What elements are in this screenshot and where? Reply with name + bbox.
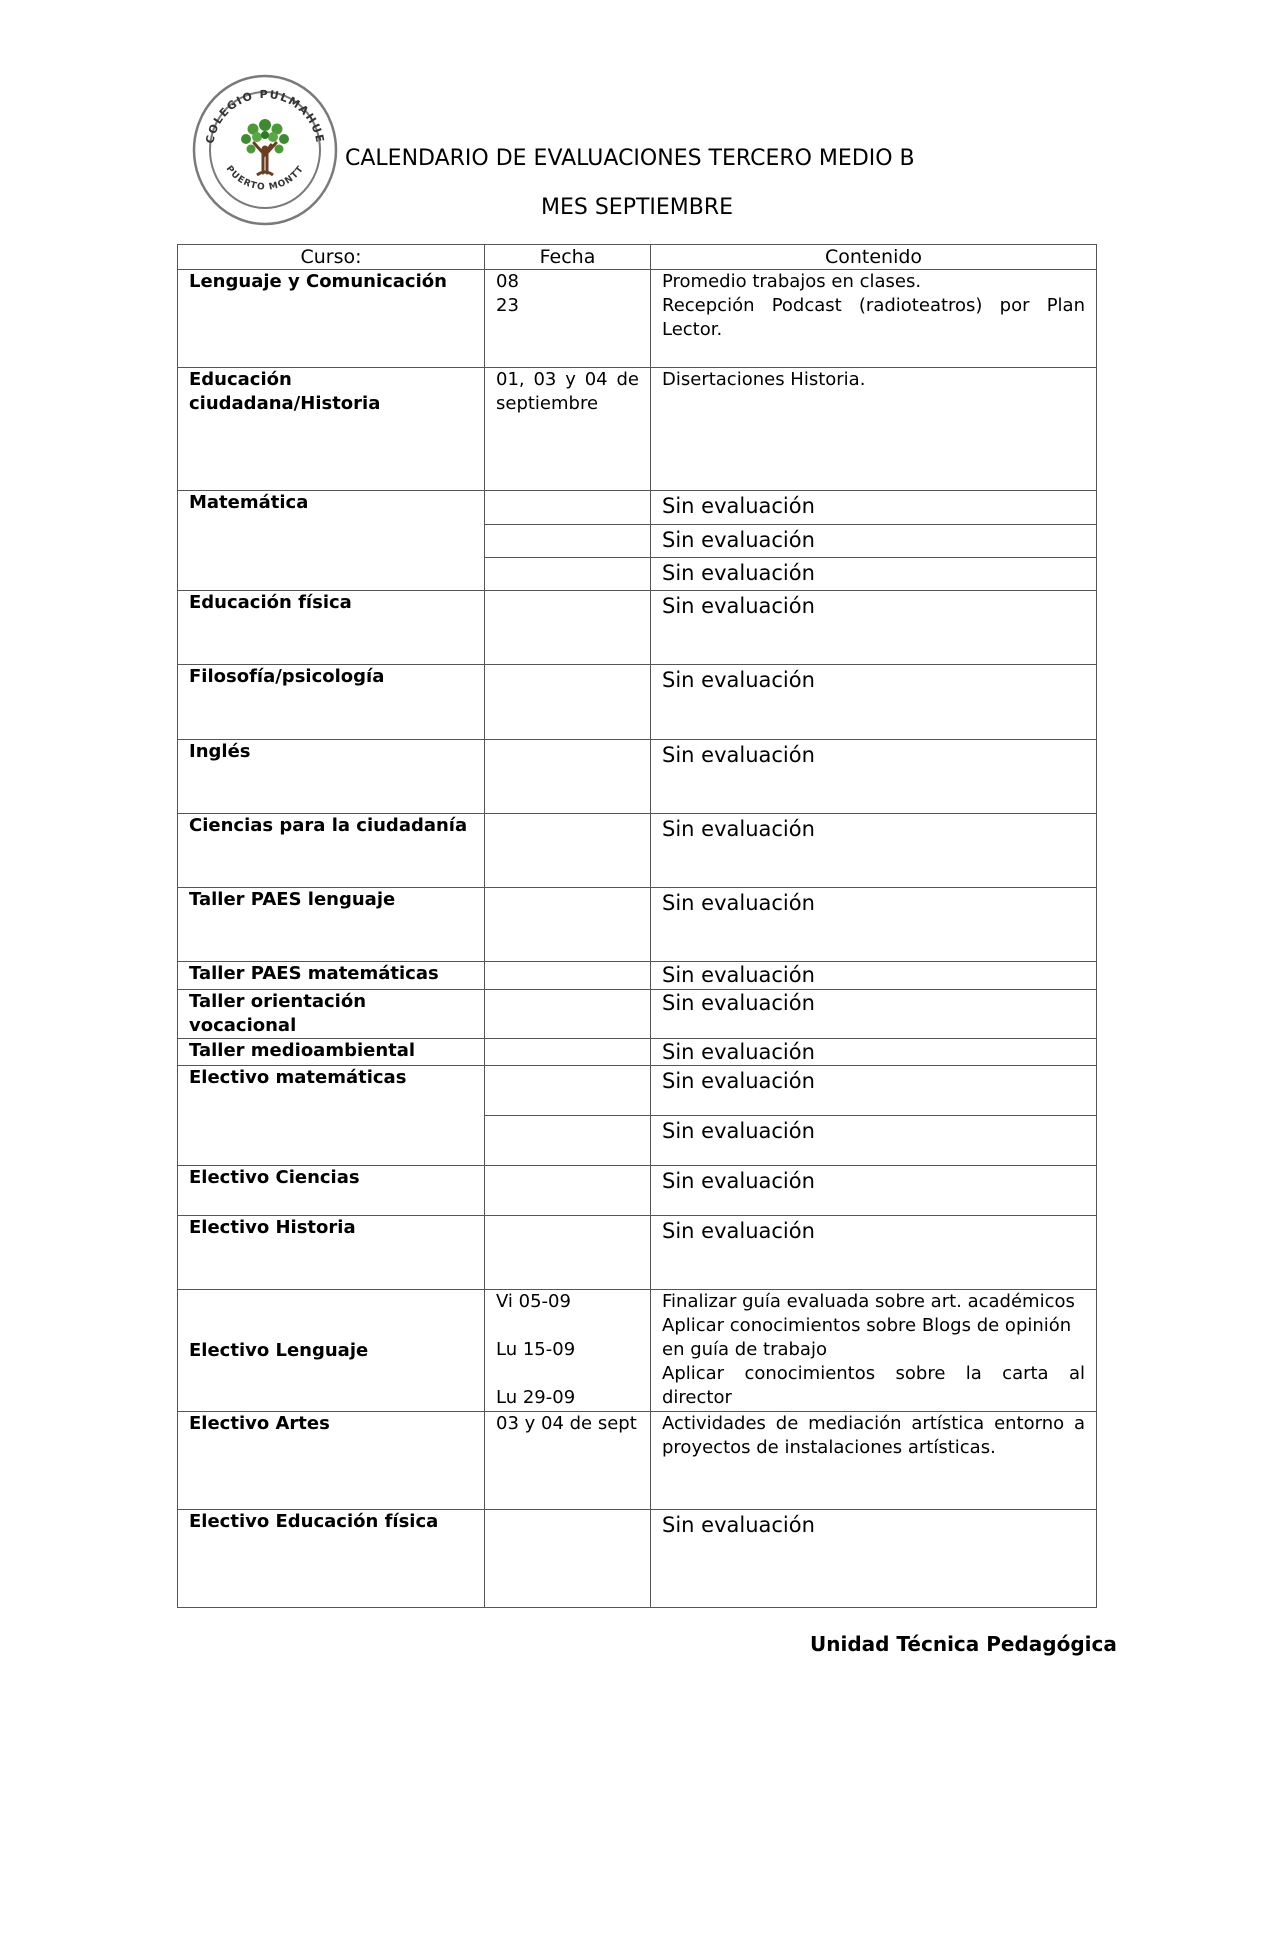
date-cell bbox=[485, 1290, 651, 1412]
date-value: Lu 15-09 bbox=[496, 1339, 576, 1360]
content-cell: Sin evaluación bbox=[651, 558, 1097, 591]
content-cell: Sin evaluación bbox=[651, 1116, 1097, 1166]
content-line: Aplicar conocimientos sobre la carta al director bbox=[662, 1363, 1085, 1408]
table-row bbox=[178, 1066, 1097, 1116]
course-cell: Electivo Ciencias bbox=[178, 1166, 485, 1216]
document-subtitle: MES SEPTIEMBRE bbox=[541, 195, 734, 220]
evaluation-calendar-table bbox=[177, 244, 1097, 1608]
date-cell bbox=[485, 740, 651, 814]
document-title: CALENDARIO DE EVALUACIONES TERCERO MEDIO B bbox=[345, 146, 915, 171]
date-cell bbox=[485, 1066, 651, 1116]
header-curso: Curso: bbox=[178, 245, 485, 270]
date-value: 08 bbox=[496, 271, 519, 292]
table-row bbox=[178, 368, 1097, 491]
tree-icon bbox=[241, 119, 289, 175]
content-cell: Sin evaluación bbox=[651, 888, 1097, 962]
date-cell bbox=[485, 491, 651, 525]
date-cell bbox=[485, 558, 651, 591]
table-row bbox=[178, 1216, 1097, 1290]
course-cell: Lenguaje y Comunicación bbox=[178, 270, 485, 368]
course-cell: Educación física bbox=[178, 591, 485, 665]
date-cell bbox=[485, 962, 651, 990]
content-cell bbox=[651, 1290, 1097, 1412]
content-cell: Sin evaluación bbox=[651, 491, 1097, 525]
content-cell: Sin evaluación bbox=[651, 1066, 1097, 1116]
course-cell: Electivo Educación física bbox=[178, 1510, 485, 1608]
date-cell bbox=[485, 888, 651, 962]
date-cell bbox=[485, 665, 651, 740]
header-fecha: Fecha bbox=[485, 245, 651, 270]
course-cell: Matemática bbox=[178, 491, 485, 591]
table-header-row bbox=[178, 245, 1097, 270]
content-cell: Sin evaluación bbox=[651, 962, 1097, 990]
table-row bbox=[178, 270, 1097, 368]
content-cell: Sin evaluación bbox=[651, 1166, 1097, 1216]
date-cell bbox=[485, 814, 651, 888]
course-cell: Ciencias para la ciudadanía bbox=[178, 814, 485, 888]
date-cell bbox=[485, 1510, 651, 1608]
content-cell: Sin evaluación bbox=[651, 990, 1097, 1039]
content-cell: Sin evaluación bbox=[651, 1216, 1097, 1290]
svg-text:PUERTO MONTT bbox=[224, 164, 307, 193]
table-row bbox=[178, 1510, 1097, 1608]
table-row bbox=[178, 740, 1097, 814]
content-cell: Sin evaluación bbox=[651, 525, 1097, 558]
course-cell: Taller PAES lenguaje bbox=[178, 888, 485, 962]
date-cell bbox=[485, 990, 651, 1039]
date-cell bbox=[485, 1039, 651, 1066]
content-cell: Sin evaluación bbox=[651, 1039, 1097, 1066]
table-row bbox=[178, 888, 1097, 962]
content-line: Finalizar guía evaluada sobre art. académicos bbox=[662, 1291, 1075, 1312]
content-line: Recepción Podcast (radioteatros) por Plan Lector. bbox=[662, 295, 1085, 340]
content-line: Promedio trabajos en clases. bbox=[662, 271, 922, 292]
content-cell: Sin evaluación bbox=[651, 665, 1097, 740]
date-cell: 03 y 04 de sept bbox=[485, 1412, 651, 1510]
table-row bbox=[178, 1412, 1097, 1510]
logo-top-text: COLEGIO PULMAHUE bbox=[203, 87, 327, 145]
course-cell: Educación ciudadana/Historia bbox=[178, 368, 485, 491]
course-cell: Electivo Artes bbox=[178, 1412, 485, 1510]
header-contenido: Contenido bbox=[651, 245, 1097, 270]
table-row bbox=[178, 491, 1097, 525]
table-row bbox=[178, 1039, 1097, 1066]
course-cell: Taller PAES matemáticas bbox=[178, 962, 485, 990]
content-cell: Disertaciones Historia. bbox=[651, 368, 1097, 491]
table-row bbox=[178, 990, 1097, 1039]
content-cell: Sin evaluación bbox=[651, 740, 1097, 814]
course-cell: Filosofía/psicología bbox=[178, 665, 485, 740]
table-row bbox=[178, 591, 1097, 665]
table-row bbox=[178, 665, 1097, 740]
table-row bbox=[178, 1166, 1097, 1216]
content-cell: Sin evaluación bbox=[651, 814, 1097, 888]
course-cell: Electivo Historia bbox=[178, 1216, 485, 1290]
logo-bottom-text: PUERTO MONTT bbox=[223, 164, 307, 193]
course-cell: Taller medioambiental bbox=[178, 1039, 485, 1066]
date-cell bbox=[485, 1166, 651, 1216]
content-line: Aplicar conocimientos sobre Blogs de opinión en guía de trabajo bbox=[662, 1315, 1072, 1360]
date-cell bbox=[485, 1116, 651, 1166]
course-cell: Inglés bbox=[178, 740, 485, 814]
table-row bbox=[178, 962, 1097, 990]
table-row bbox=[178, 814, 1097, 888]
content-cell bbox=[651, 270, 1097, 368]
date-cell bbox=[485, 591, 651, 665]
date-cell bbox=[485, 525, 651, 558]
date-value: 23 bbox=[496, 295, 519, 316]
date-cell bbox=[485, 270, 651, 368]
date-cell bbox=[485, 1216, 651, 1290]
course-cell: Electivo Lenguaje bbox=[178, 1290, 485, 1412]
content-cell: Sin evaluación bbox=[651, 591, 1097, 665]
date-value: Vi 05-09 bbox=[496, 1291, 571, 1312]
date-cell: 01, 03 y 04 de septiembre bbox=[485, 368, 651, 491]
date-value: Lu 29-09 bbox=[496, 1387, 576, 1408]
content-cell: Sin evaluación bbox=[651, 1510, 1097, 1608]
table-row bbox=[178, 1290, 1097, 1412]
content-cell: Actividades de mediación artística entorno a proyectos de instalaciones artísticas. bbox=[651, 1412, 1097, 1510]
course-cell: Taller orientación vocacional bbox=[178, 990, 485, 1039]
school-logo bbox=[191, 73, 339, 227]
footer-signature: Unidad Técnica Pedagógica bbox=[810, 1632, 1117, 1656]
course-cell: Electivo matemáticas bbox=[178, 1066, 485, 1166]
